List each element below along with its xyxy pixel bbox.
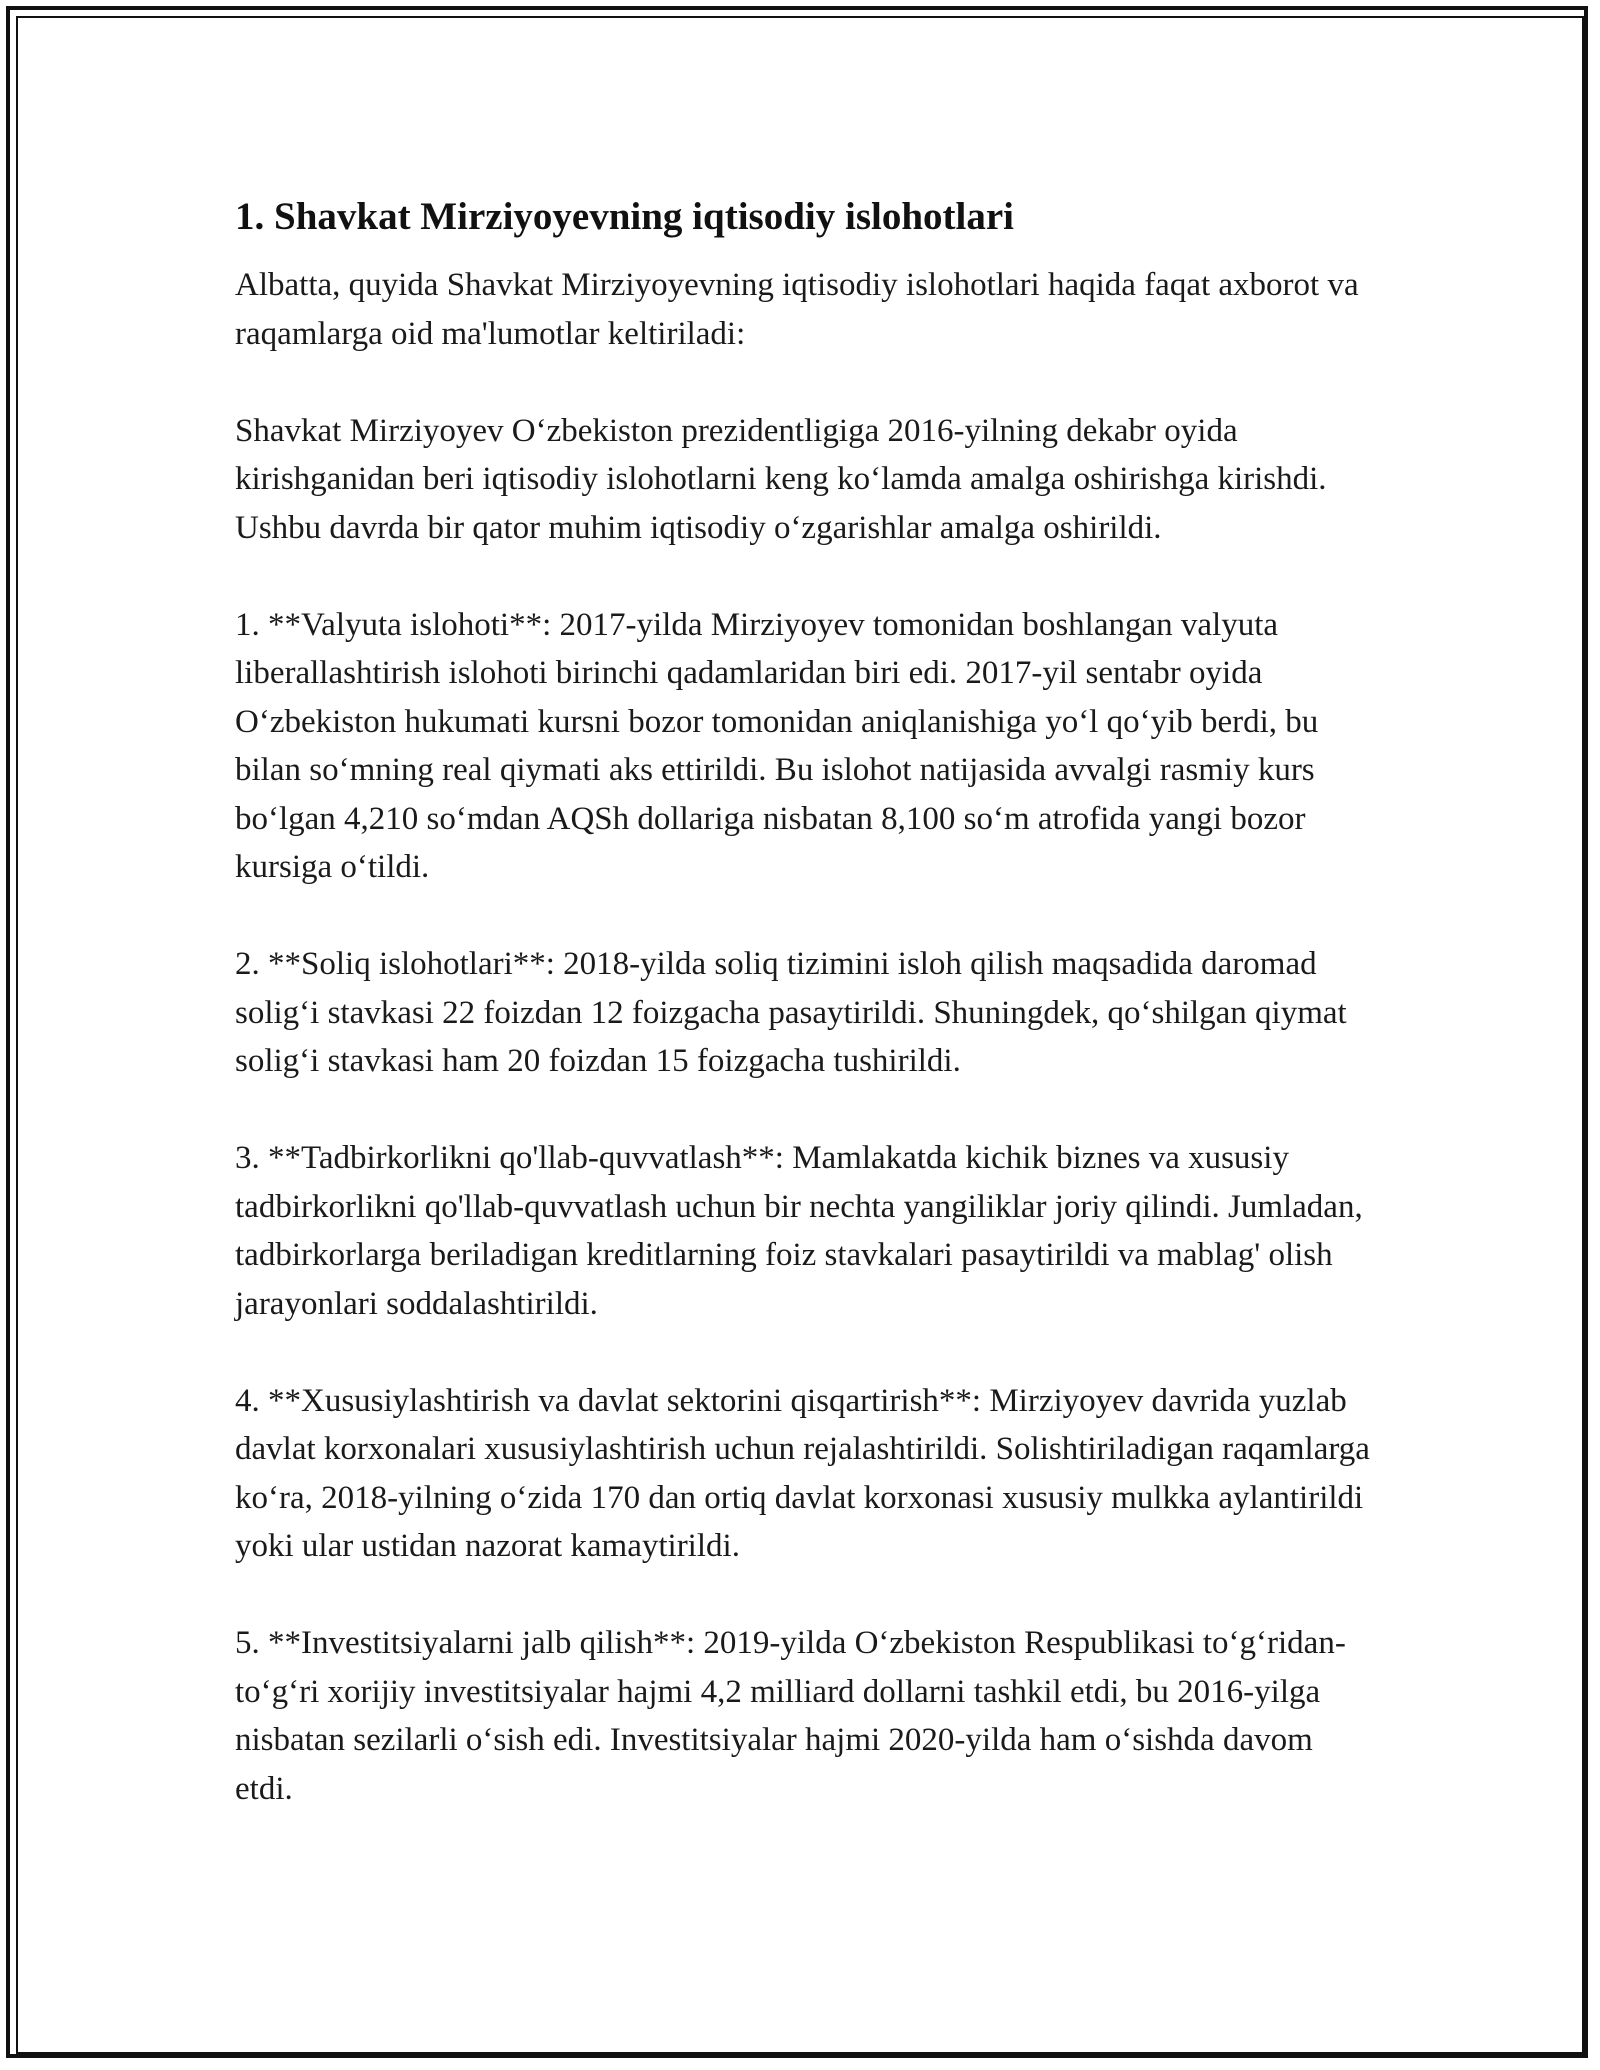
- intro-paragraph: Albatta, quyida Shavkat Mirziyoyevning iqtisodiy islohotlari haqida faqat axborot va raqamlarga oid ma'lumotlar keltiriladi:: [235, 267, 1359, 352]
- investment-paragraph: 5. **Investitsiyalarni jalb qilish**: 2019-yilda O‘zbekiston Respublikasi to‘g‘ridan-to‘g‘ri xorijiy investitsiyalar hajmi 4,2 milliard dollarni tashkil etdi, bu 2016-yilga nisbatan sezilarli o‘sish edi. Investitsiyalar hajmi 2020-yilda ham o‘sishda davom etdi.: [235, 1625, 1346, 1807]
- entrepreneurship-paragraph: 3. **Tadbirkorlikni qo'llab-quvvatlash**: Mamlakatda kichik biznes va xususiy tadbirkorlikni qo'llab-quvvatlash uchun bir nechta yangiliklar joriy qilindi. Jumladan, tadbirkorlarga beriladigan kreditlarning foiz stavkalari pasaytirildi va mablag' olish jarayonlari soddalashtirildi.: [235, 1140, 1363, 1322]
- tax-reform-paragraph: 2. **Soliq islohotlari**: 2018-yilda soliq tizimini isloh qilish maqsadida daromad solig‘i stavkasi 22 foizdan 12 foizgacha pasaytirildi. Shuningdek, qo‘shilgan qiymat solig‘i stavkasi ham 20 foizdan 15 foizgacha tushirildi.: [235, 946, 1347, 1079]
- currency-reform-paragraph: 1. **Valyuta islohoti**: 2017-yilda Mirziyoyev tomonidan boshlangan valyuta liberallashtirish islohoti birinchi qadamlaridan biri edi. 2017-yil sentabr oyida O‘zbekiston hukumati kursni bozor tomonidan aniqlanishiga yo‘l qo‘yib berdi, bu bilan so‘mning real qiymati aks ettirildi. Bu islohot natijasida avvalgi rasmiy kurs bo‘lgan 4,210 so‘mdan AQSh dollariga nisbatan 8,100 so‘m atrofida yangi bozor kursiga o‘tildi.: [235, 606, 1319, 885]
- privatization-paragraph: 4. **Xususiylashtirish va davlat sektorini qisqartirish**: Mirziyoyev davrida yuzlab davlat korxonalari xususiylashtirish uchun rejalashtirildi. Solishtiriladigan raqamlarga ko‘ra, 2018-yilning o‘zida 170 dan ortiq davlat korxonasi xususiy mulkka aylantirildi yoki ular ustidan nazorat kamaytirildi.: [235, 1382, 1370, 1564]
- overview-paragraph: Shavkat Mirziyoyev O‘zbekiston prezidentligiga 2016-yilning dekabr oyida kirishganidan beri iqtisodiy islohotlarni keng ko‘lamda amalga oshirishga kirishdi. Ushbu davrda bir qator muhim iqtisodiy o‘zgarishlar amalga oshirildi.: [235, 412, 1327, 546]
- document-title: 1. Shavkat Mirziyoyevning iqtisodiy islohotlari: [235, 195, 1014, 238]
- document-body: [235, 180, 1370, 1862]
